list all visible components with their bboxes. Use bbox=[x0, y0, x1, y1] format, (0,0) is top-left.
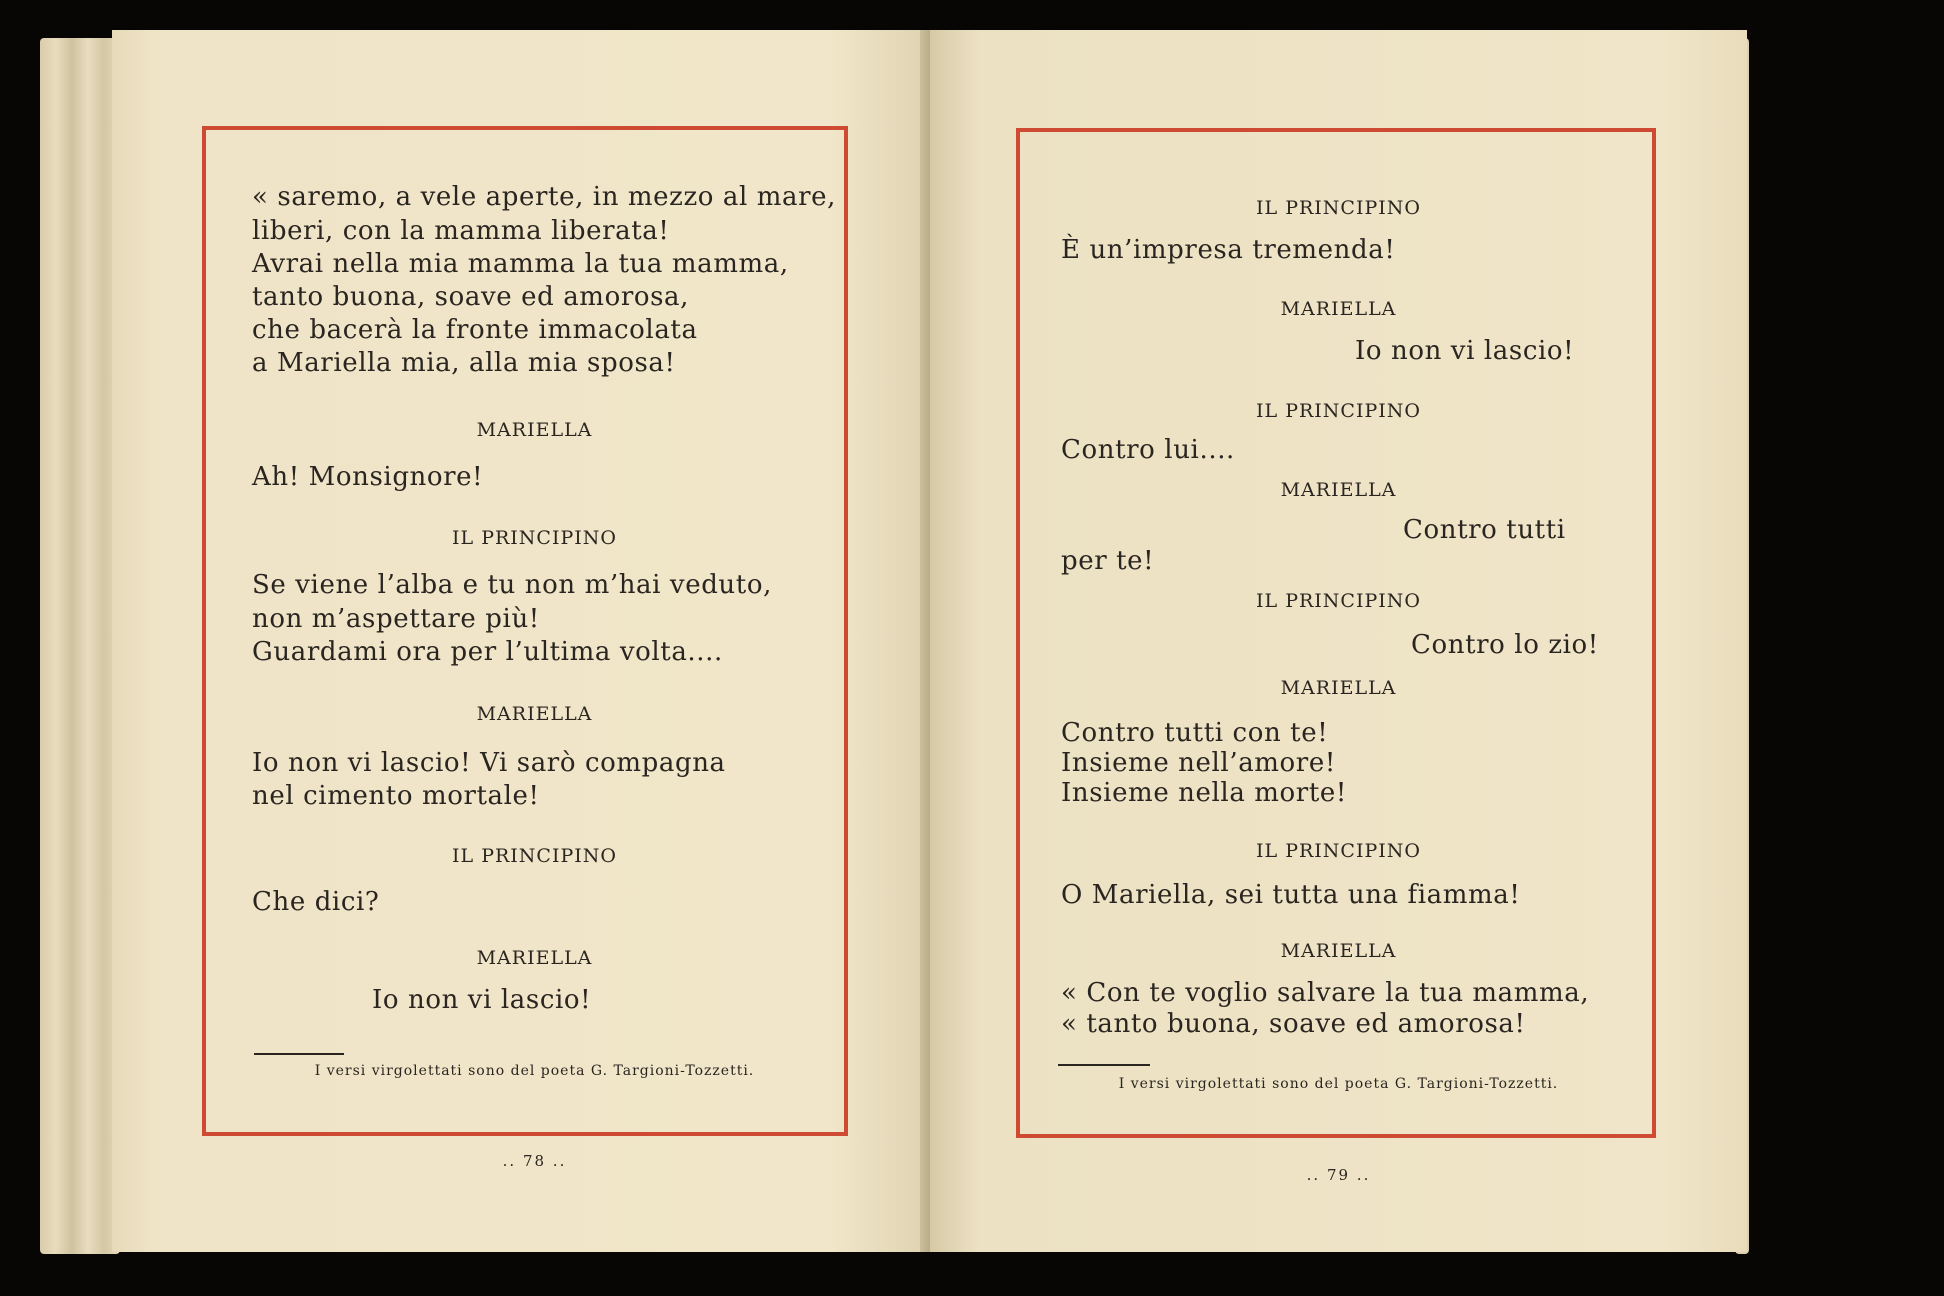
dialogue-line: Che dici? bbox=[252, 887, 380, 917]
dialogue-line: non m’aspettare più! bbox=[252, 604, 540, 634]
dialogue-line: Io non vi lascio! bbox=[1355, 336, 1575, 366]
speaker-name: IL PRINCIPINO bbox=[1256, 840, 1421, 862]
speaker-name: MARIELLA bbox=[476, 703, 593, 725]
dialogue-line: O Mariella, sei tutta una fiamma! bbox=[1061, 880, 1521, 910]
footnote-rule bbox=[254, 1053, 344, 1055]
verse-line: Avrai nella mia mamma la tua mamma, bbox=[252, 249, 789, 279]
verse-line: a Mariella mia, alla mia sposa! bbox=[252, 348, 676, 378]
speaker-name: IL PRINCIPINO bbox=[1256, 400, 1421, 422]
verse-line: liberi, con la mamma liberata! bbox=[252, 216, 670, 246]
page-edges-left bbox=[40, 38, 120, 1254]
dialogue-line: Se viene l’alba e tu non m’hai veduto, bbox=[252, 570, 772, 600]
footnote: I versi virgolettati sono del poeta G. Targioni-Tozzetti. bbox=[314, 1063, 755, 1079]
dialogue-line: Contro lui.... bbox=[1061, 435, 1235, 465]
verse-line: che bacerà la fronte immacolata bbox=[252, 315, 698, 345]
dialogue-line: Insieme nella morte! bbox=[1061, 778, 1347, 808]
speaker-name: MARIELLA bbox=[1280, 940, 1397, 962]
right-page bbox=[930, 30, 1747, 1252]
footnote-rule bbox=[1058, 1064, 1150, 1066]
dialogue-line: Insieme nell’amore! bbox=[1061, 748, 1336, 778]
dialogue-line: nel cimento mortale! bbox=[252, 781, 540, 811]
speaker-name: MARIELLA bbox=[1280, 479, 1397, 501]
speaker-name: IL PRINCIPINO bbox=[452, 845, 617, 867]
dialogue-line: Io non vi lascio! bbox=[372, 985, 592, 1015]
dialogue-line: per te! bbox=[1061, 546, 1155, 576]
speaker-name: MARIELLA bbox=[476, 947, 593, 969]
speaker-name: IL PRINCIPINO bbox=[1256, 590, 1421, 612]
left-page bbox=[112, 30, 957, 1252]
verse-line: tanto buona, soave ed amorosa, bbox=[252, 282, 690, 312]
dialogue-line: È un’impresa tremenda! bbox=[1061, 235, 1396, 265]
speaker-name: IL PRINCIPINO bbox=[452, 527, 617, 549]
speaker-name: MARIELLA bbox=[476, 419, 593, 441]
dialogue-line: « tanto buona, soave ed amorosa! bbox=[1061, 1009, 1526, 1039]
dialogue-line: Contro tutti bbox=[1403, 515, 1566, 545]
dialogue-line: Contro tutti con te! bbox=[1061, 718, 1329, 748]
page-number: .. 78 .. bbox=[502, 1152, 567, 1170]
verse-line: « saremo, a vele aperte, in mezzo al mare, bbox=[252, 182, 836, 212]
dialogue-line: Ah! Monsignore! bbox=[252, 462, 484, 492]
speaker-name: IL PRINCIPINO bbox=[1256, 197, 1421, 219]
speaker-name: MARIELLA bbox=[1280, 298, 1397, 320]
page-number: .. 79 .. bbox=[1306, 1166, 1371, 1184]
dialogue-line: « Con te voglio salvare la tua mamma, bbox=[1061, 978, 1590, 1008]
dialogue-line: Contro lo zio! bbox=[1411, 630, 1599, 660]
dialogue-line: Guardami ora per l’ultima volta.... bbox=[252, 637, 723, 667]
footnote: I versi virgolettati sono del poeta G. Targioni-Tozzetti. bbox=[1118, 1076, 1559, 1092]
dialogue-line: Io non vi lascio! Vi sarò compagna bbox=[252, 748, 726, 778]
speaker-name: MARIELLA bbox=[1280, 677, 1397, 699]
